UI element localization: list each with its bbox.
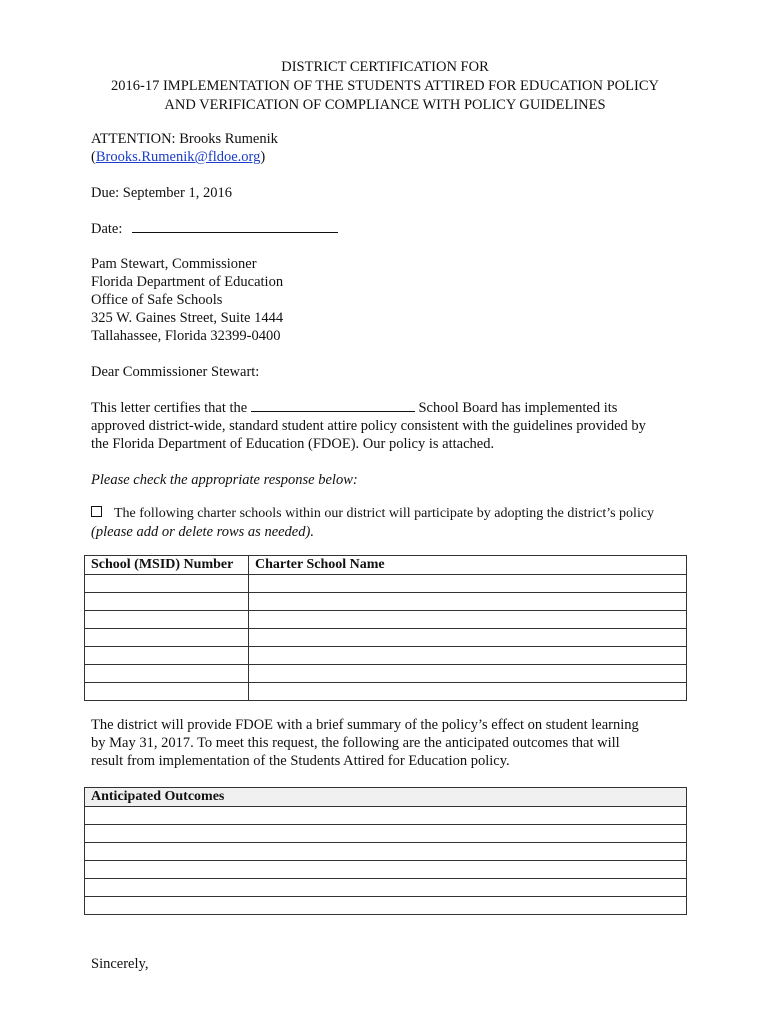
table-row — [85, 575, 687, 593]
charter-option-note: (please add or delete rows as needed). — [91, 524, 314, 540]
certification-line-2: approved district-wide, standard student attire policy consistent with the guidelines provided by — [91, 418, 646, 434]
certification-paragraph — [91, 399, 691, 453]
title-line-2: 2016-17 IMPLEMENTATION OF THE STUDENTS ATTIRED FOR EDUCATION POLICY — [111, 78, 659, 94]
school-name-cell[interactable] — [249, 665, 687, 683]
summary-line-3: result from implementation of the Students Attired for Education policy. — [91, 753, 510, 769]
document-title — [0, 58, 770, 115]
table-row — [85, 629, 687, 647]
table-row — [85, 807, 687, 825]
address-line-2: Florida Department of Education — [91, 274, 284, 290]
school-name-cell[interactable] — [249, 575, 687, 593]
certification-line-1 — [91, 399, 691, 417]
certification-prefix: This letter certifies that the — [91, 400, 248, 416]
table-header-row — [85, 556, 687, 575]
paren-open: ( — [91, 149, 96, 165]
outcome-cell[interactable] — [85, 897, 687, 915]
msid-cell[interactable] — [85, 575, 249, 593]
table-row — [85, 897, 687, 915]
title-line-1: DISTRICT CERTIFICATION FOR — [281, 59, 489, 75]
table-row — [85, 843, 687, 861]
paren-close: ) — [260, 149, 266, 165]
msid-cell[interactable] — [85, 683, 249, 701]
title-line-3: AND VERIFICATION OF COMPLIANCE WITH POLICY GUIDELINES — [164, 97, 606, 113]
table-row — [85, 861, 687, 879]
charter-option-line — [91, 505, 711, 523]
summary-line-1: The district will provide FDOE with a brief summary of the policy’s effect on student learning — [91, 717, 639, 733]
salutation: Dear Commissioner Stewart: — [91, 364, 260, 380]
school-name-cell[interactable] — [249, 683, 687, 701]
address-line-5: Tallahassee, Florida 32399-0400 — [91, 328, 281, 344]
charter-option — [91, 505, 711, 541]
date-field[interactable] — [132, 220, 338, 233]
outcome-cell[interactable] — [85, 807, 687, 825]
msid-cell[interactable] — [85, 611, 249, 629]
instruction-text: Please check the appropriate response below: — [91, 472, 358, 488]
anticipated-outcomes-table — [84, 787, 687, 915]
header-charter-school-name: Charter School Name — [249, 556, 687, 575]
table-row — [85, 683, 687, 701]
charter-schools-table — [84, 555, 687, 701]
date-line — [91, 220, 691, 238]
address-line-3: Office of Safe Schools — [91, 292, 223, 308]
outcome-cell[interactable] — [85, 879, 687, 897]
closing: Sincerely, — [91, 956, 149, 972]
table-row — [85, 611, 687, 629]
certification-suffix: School Board has implemented its — [418, 400, 618, 416]
table-row — [85, 879, 687, 897]
header-anticipated-outcomes: Anticipated Outcomes — [85, 788, 687, 807]
msid-cell[interactable] — [85, 629, 249, 647]
recipient-address — [91, 255, 691, 345]
msid-cell[interactable] — [85, 647, 249, 665]
table-row — [85, 665, 687, 683]
charter-option-label: The following charter schools within our district will participate by adopting the district’s policy — [114, 506, 655, 521]
table-row — [85, 647, 687, 665]
school-name-cell[interactable] — [249, 647, 687, 665]
summary-paragraph — [91, 716, 691, 770]
email-link[interactable]: Brooks.Rumenik@fldoe.org — [95, 149, 261, 165]
address-line-4: 325 W. Gaines Street, Suite 1444 — [91, 310, 284, 326]
certification-line-3: the Florida Department of Education (FDOE). Our policy is attached. — [91, 436, 495, 452]
msid-cell[interactable] — [85, 593, 249, 611]
attention-block — [91, 130, 691, 166]
header-msid-number: School (MSID) Number — [85, 556, 249, 575]
school-board-field[interactable] — [251, 399, 415, 412]
outcome-cell[interactable] — [85, 861, 687, 879]
summary-line-2: by May 31, 2017. To meet this request, the following are the anticipated outcomes that will — [91, 735, 620, 751]
table-row — [85, 825, 687, 843]
outcome-cell[interactable] — [85, 843, 687, 861]
outcomes-header-row — [85, 788, 687, 807]
address-line-1: Pam Stewart, Commissioner — [91, 256, 257, 272]
attention-email-line — [91, 148, 691, 166]
attention-label: ATTENTION: Brooks Rumenik — [91, 131, 278, 147]
table-row — [85, 593, 687, 611]
msid-cell[interactable] — [85, 665, 249, 683]
date-label: Date: — [91, 221, 123, 237]
school-name-cell[interactable] — [249, 611, 687, 629]
school-name-cell[interactable] — [249, 593, 687, 611]
due-date: Due: September 1, 2016 — [91, 185, 232, 201]
charter-checkbox[interactable] — [91, 506, 102, 517]
school-name-cell[interactable] — [249, 629, 687, 647]
outcome-cell[interactable] — [85, 825, 687, 843]
